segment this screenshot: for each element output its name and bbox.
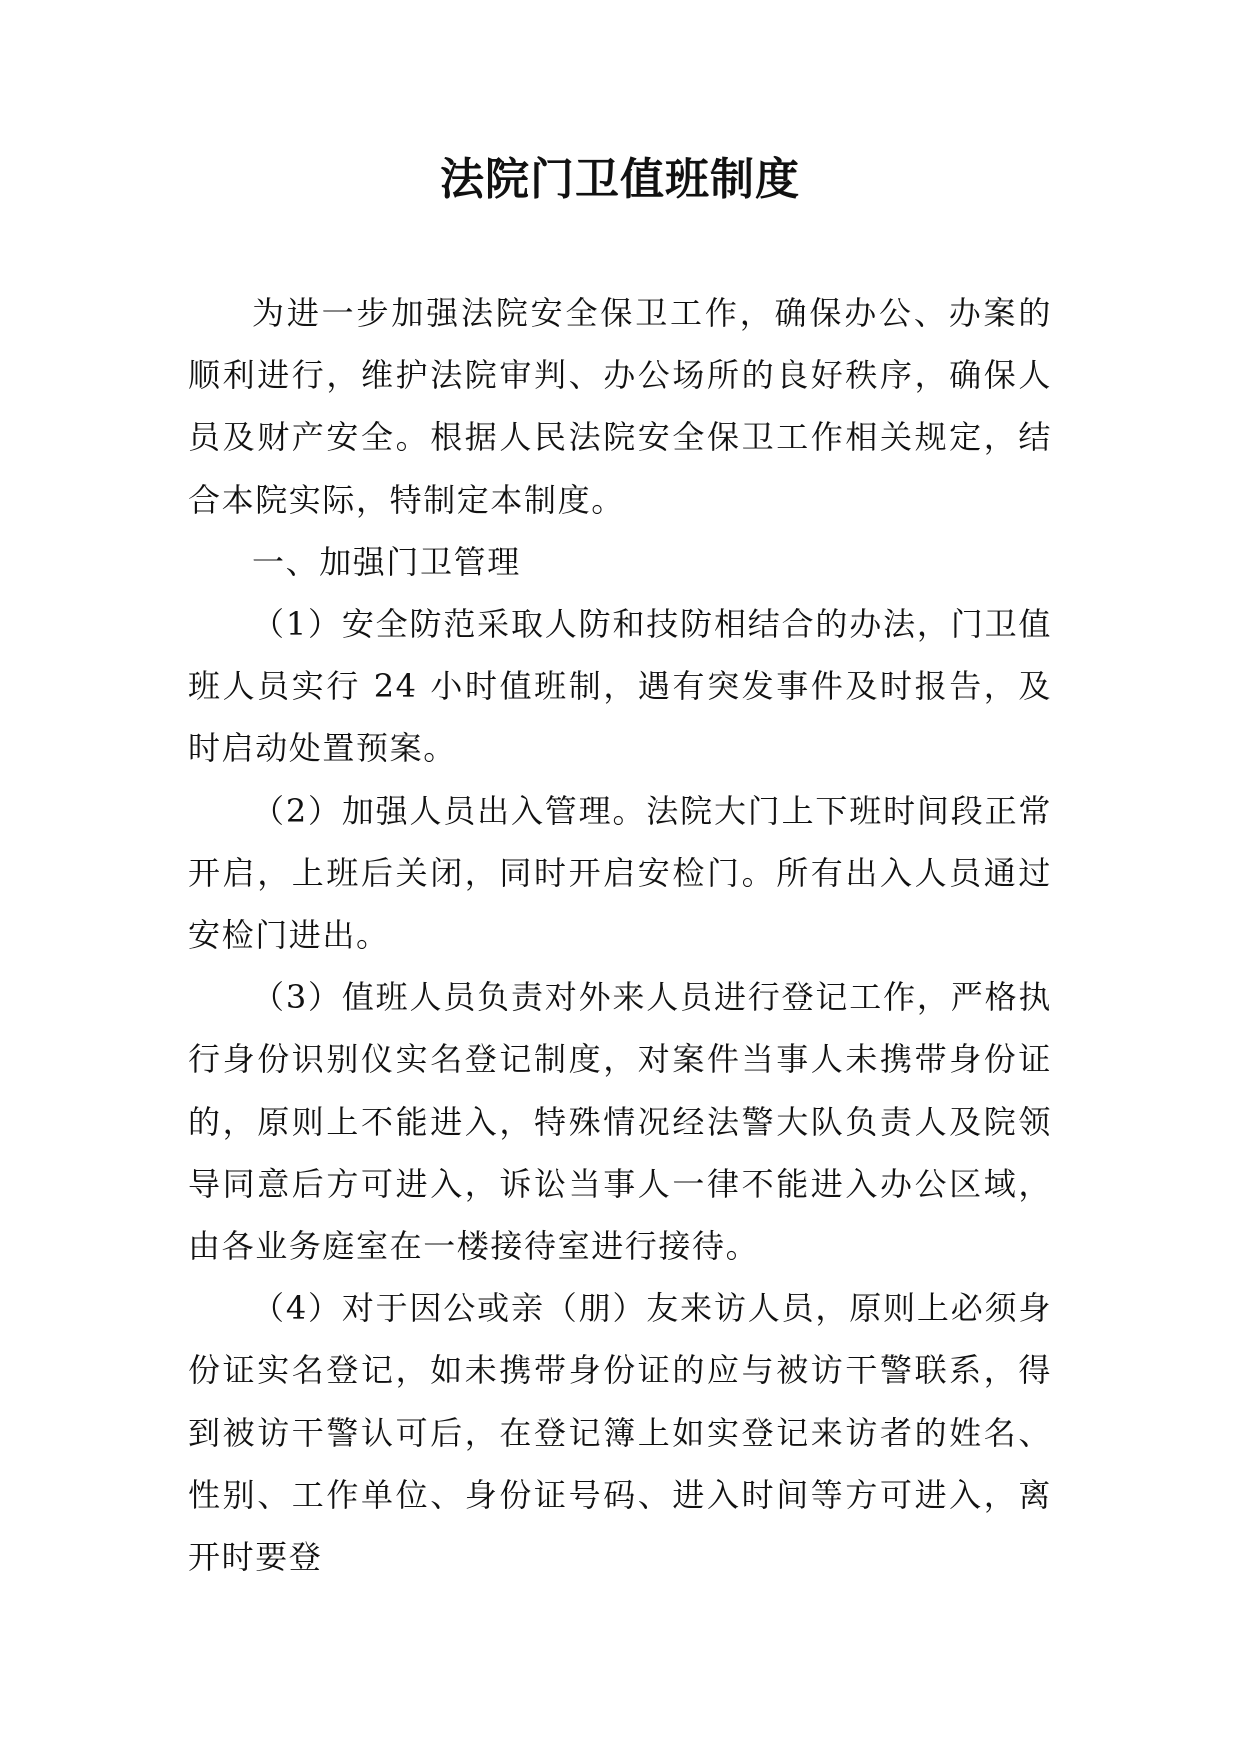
paragraph-item-3: （3）值班人员负责对外来人员进行登记工作，严格执行身份识别仪实名登记制度，对案件当事人未携带身份证的，原则上不能进入，特殊情况经法警大队负责人及院领导同意后方可进入，诉讼当事人一律不能进入办公区域，由各业务庭室在一楼接待室进行接待。 xyxy=(188,978,1052,1266)
document-title: 法院门卫值班制度 xyxy=(440,154,800,205)
section-heading-1: 一、加强门卫管理 xyxy=(252,542,521,581)
paragraph-intro: 为进一步加强法院安全保卫工作，确保办公、办案的顺利进行，维护法院审判、办公场所的良好秩序，确保人员及财产安全。根据人民法院安全保卫工作相关规定，结合本院实际，特制定本制度。 xyxy=(188,294,1052,519)
paragraph-item-2: （2）加强人员出入管理。法院大门上下班时间段正常开启，上班后关闭，同时开启安检门。所有出入人员通过安检门进出。 xyxy=(188,791,1052,955)
paragraph-item-4: （4）对于因公或亲（朋）友来访人员，原则上必须身份证实名登记，如未携带身份证的应与被访干警联系，得到被访干警认可后，在登记簿上如实登记来访者的姓名、性别、工作单位、身份证号码、进入时间等方可进入，离开时要登 xyxy=(188,1289,1052,1577)
paragraph-item-1: （1）安全防范采取人防和技防相结合的办法，门卫值班人员实行 24 小时值班制，遇有突发事件及时报告，及时启动处置预案。 xyxy=(188,605,1052,768)
document-body xyxy=(188,282,1052,1588)
